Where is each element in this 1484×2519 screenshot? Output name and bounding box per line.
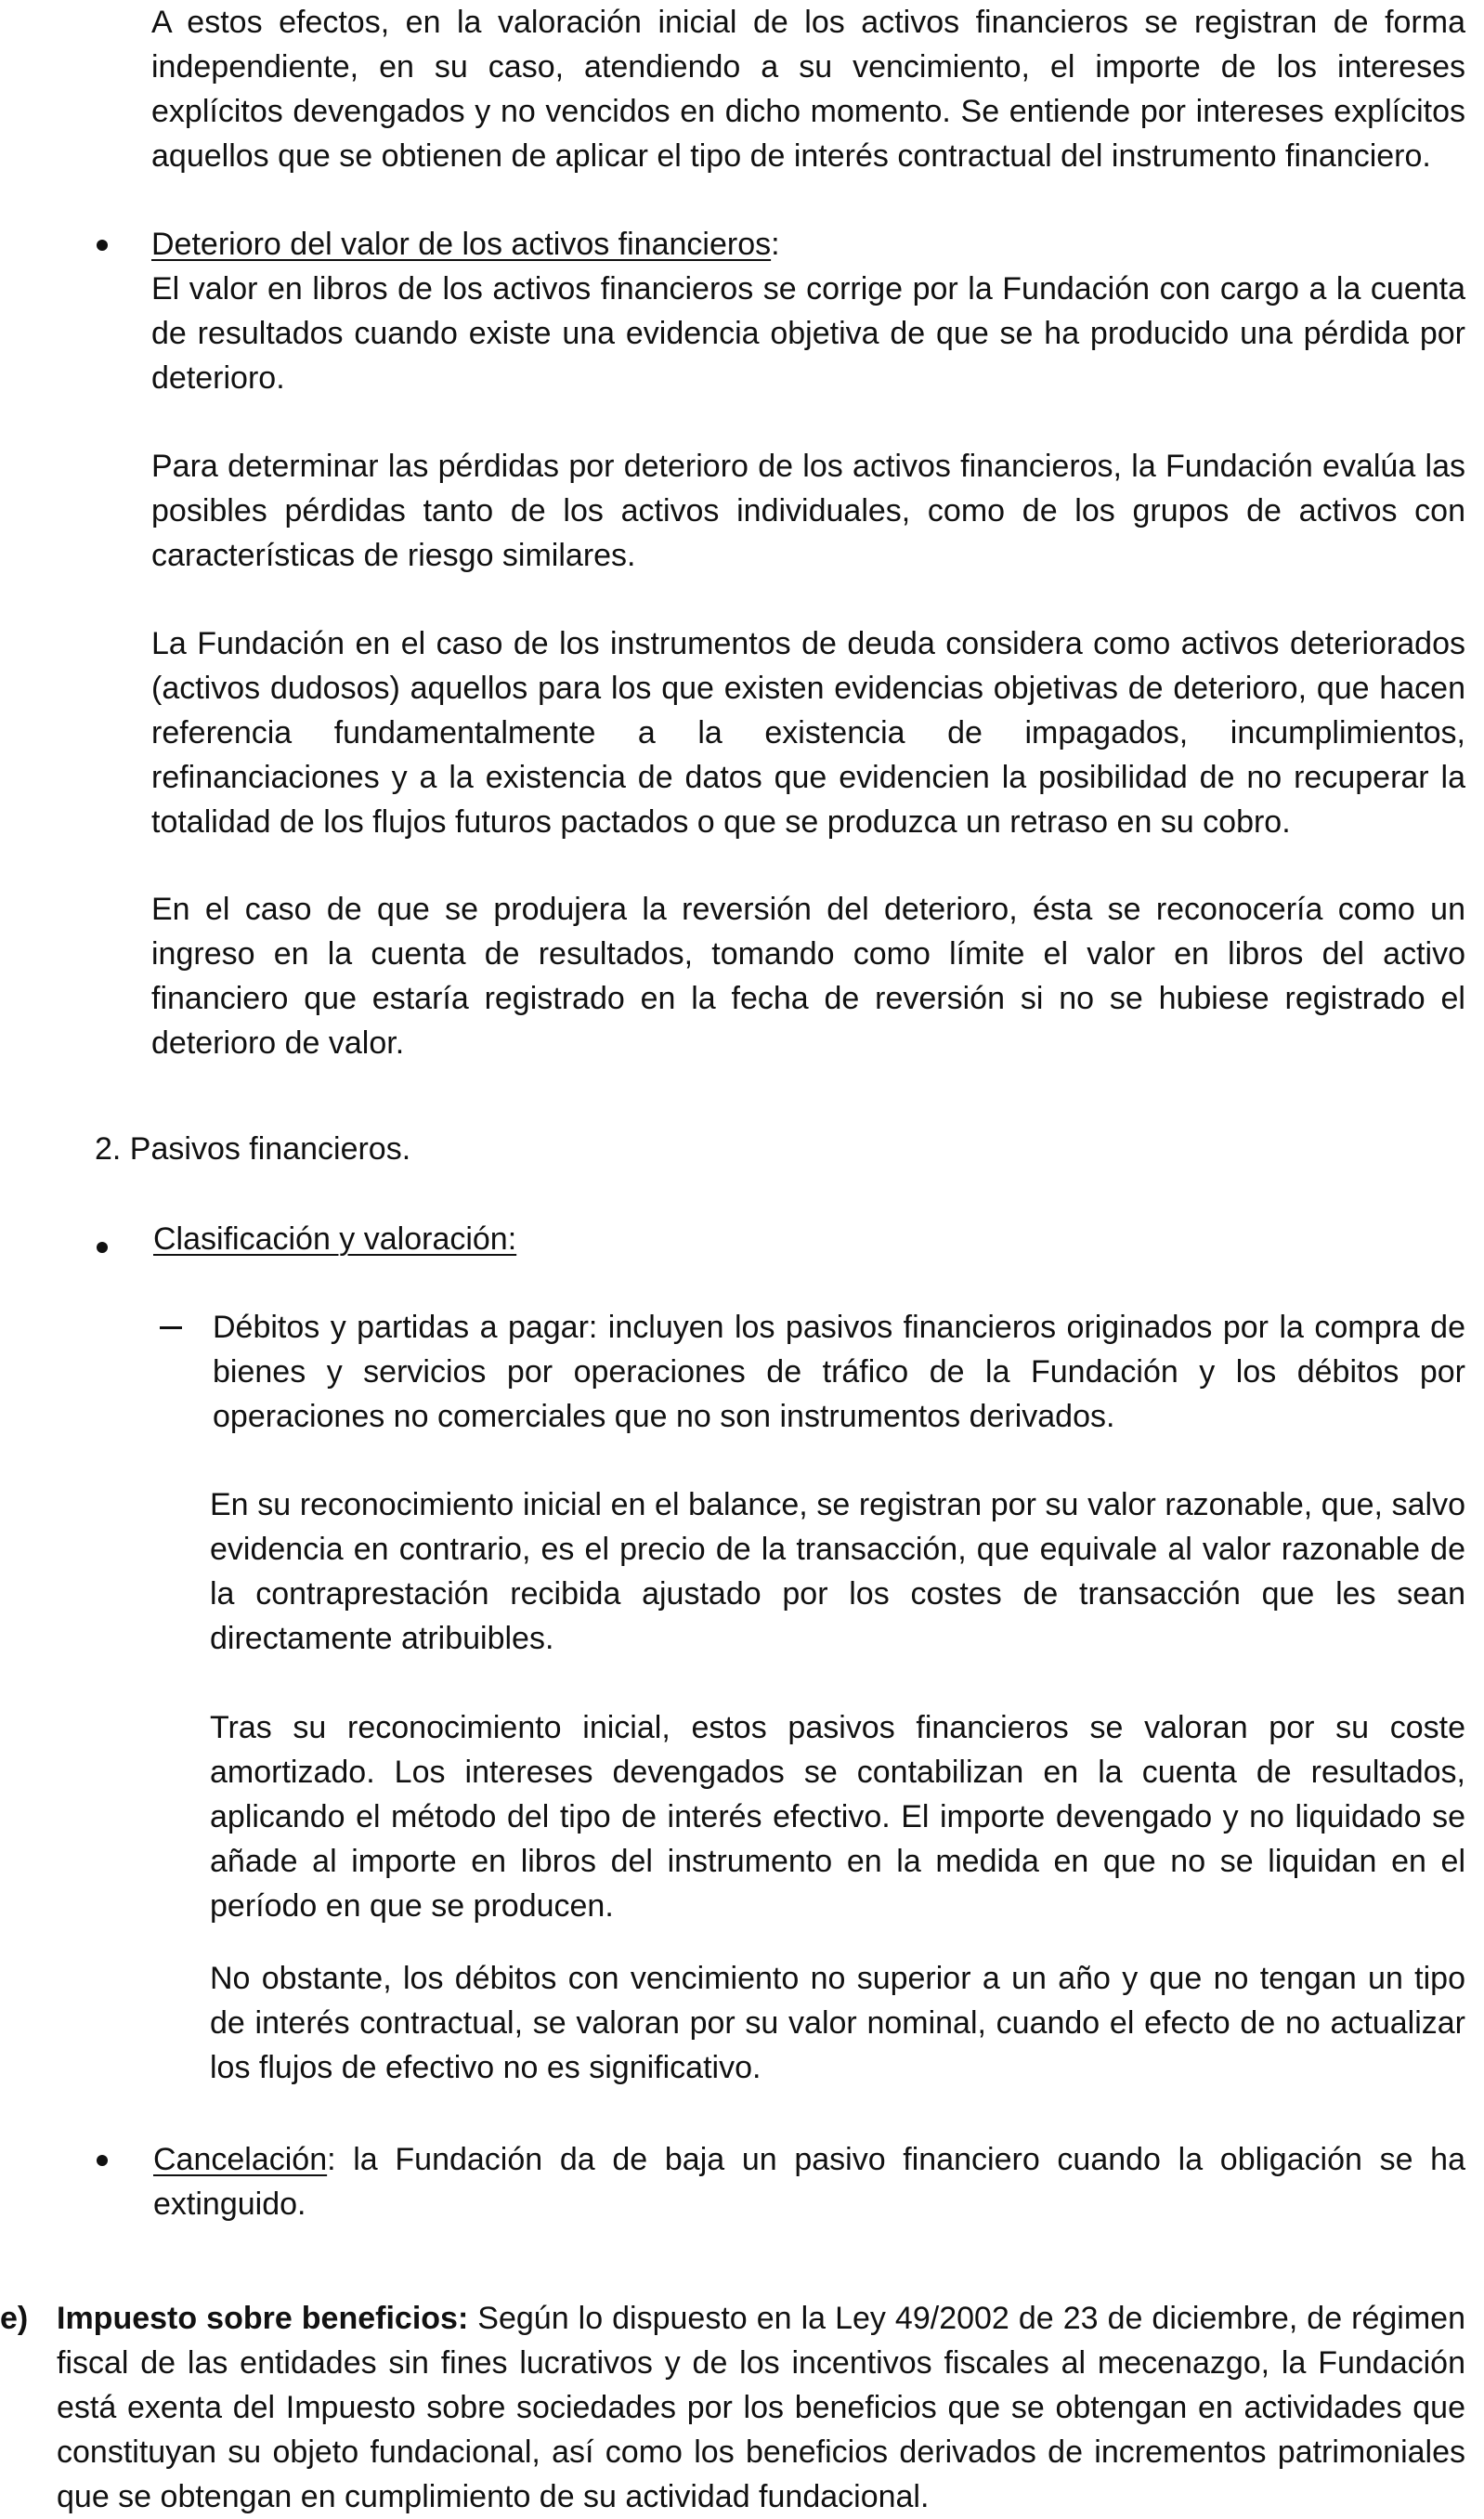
deterioro-title: Deterioro del valor de los activos financieros (151, 227, 772, 262)
intro-paragraph: A estos efectos, en la valoración inicial de los activos financieros se registran de forma independiente, en su caso, atendiendo a su vencimiento, el importe de los intereses explícitos devengados y no vencidos en dicho momento. Se entiende por intereses explícitos aquellos que se obtienen de aplicar el tipo de interés contractual del instrumento financiero. (151, 5, 1465, 174)
deterioro-paragraph-2: Para determinar las pérdidas por deterioro de los activos financieros, la Fundación evalúa las posibles pérdidas tanto de los activos individuales, como de los grupos de activos con características de riesgo similares. (151, 449, 1465, 573)
cancelacion-paragraph (153, 2137, 1465, 2226)
impuesto-text: Según lo dispuesto en la Ley 49/2002 de 23 de diciembre, de régimen fiscal de las entidades sin fines lucrativos y de los incentivos fiscales al mecenazgo, la Fundación está exenta del Impuesto sobre sociedades por los beneficios que se obtengan en actividades que constituyan su objeto fundacional, así como los beneficios derivados de incrementos patrimoniales que se obtengan en cumplimiento de su actividad fundacional. (57, 2301, 1465, 2514)
debitos-paragraph: Débitos y partidas a pagar: incluyen los pasivos financieros originados por la compra de bienes y servicios por operaciones de tráfico de la Fundación y los débitos por operaciones no comerciales que no son instrumentos derivados. (213, 1310, 1465, 1434)
dash-icon (160, 1326, 182, 1329)
bullet-icon (97, 2155, 108, 2166)
bullet-icon (97, 1242, 108, 1253)
deterioro-paragraph-4: En el caso de que se produjera la reversión del deterioro, ésta se reconocería como un ingreso en la cuenta de resultados, tomando como límite el valor en libros del activo financiero que estaría registrado en la fecha de reversión si no se hubiese registrado el deterioro de valor. (151, 892, 1465, 1061)
clasificacion-title: Clasificación y valoración: (153, 1221, 517, 1257)
cancelacion-text: : la Fundación da de baja un pasivo financiero cuando la obligación se ha extinguido. (153, 2142, 1465, 2222)
deterioro-paragraph-3: La Fundación en el caso de los instrumentos de deuda considera como activos deteriorados (activos dudosos) aquellos para los que existen evidencias objetivas de deterioro, que hacen referencia fundamentalmente a la existencia de impagados, incumplimientos, refinanciaciones y a la existencia de datos que evidencien la posibilidad de no recuperar la totalidad de los flujos futuros pactados o que se produzca un retraso en su cobro. (151, 626, 1465, 840)
cancelacion-title: Cancelación (153, 2142, 328, 2177)
no-obstante-paragraph: No obstante, los débitos con vencimiento no superior a un año y que no tengan un tipo de interés contractual, se valoran por su valor nominal, cuando el efecto de no actualizar los flujos de efectivo no es significativo. (210, 1961, 1465, 2085)
clasificacion-heading (153, 1217, 1082, 1261)
tras-reconocimiento-paragraph: Tras su reconocimiento inicial, estos pasivos financieros se valoran por su coste amortizado. Los intereses devengados se contabilizan en la cuenta de resultados, aplicando el método del tipo de interés efectivo. El importe devengado y no liquidado se añade al importe en libros del instrumento en la medida en que no se liquidan en el período en que se producen. (210, 1710, 1465, 1924)
impuesto-title: Impuesto sobre beneficios: (57, 2301, 469, 2336)
pasivos-heading: 2. Pasivos financieros. (95, 1131, 411, 1167)
bullet-icon (97, 240, 108, 251)
section-letter: e) (0, 2301, 29, 2336)
reconocimiento-paragraph: En su reconocimiento inicial en el balance, se registran por su valor razonable, que, salvo evidencia en contrario, es el precio de la transacción, que equivale al valor razonable de la contraprestación recibida ajustado por los costes de transacción que les sean directamente atribuibles. (210, 1487, 1465, 1656)
deterioro-paragraph-1: El valor en libros de los activos financieros se corrige por la Fundación con cargo a la cuenta de resultados cuando existe una evidencia objetiva de que se ha producido una pérdida por deterioro. (151, 271, 1465, 396)
deterioro-heading (151, 222, 1465, 267)
impuesto-paragraph (57, 2296, 1465, 2519)
deterioro-colon: : (771, 227, 780, 262)
